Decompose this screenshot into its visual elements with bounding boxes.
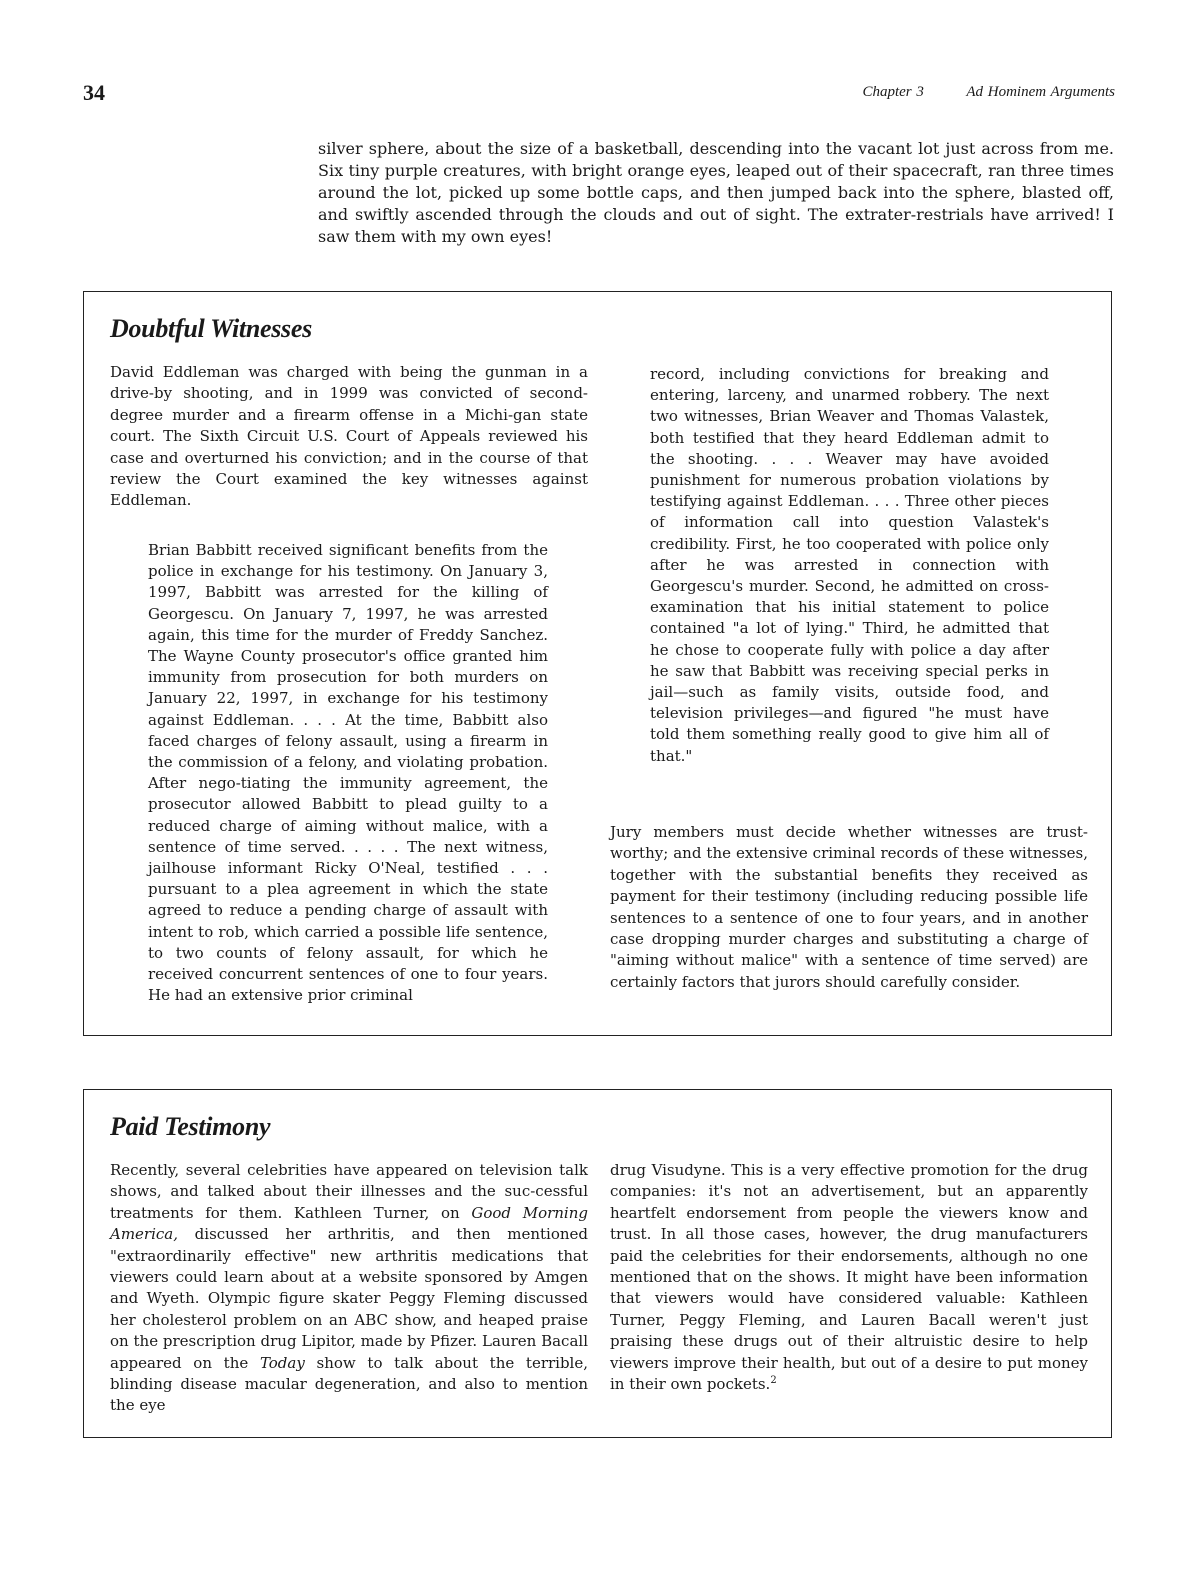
box1-intro-paragraph: David Eddleman was charged with being the gunman in a drive-by shooting, and in 1999 was convicted of second-degree murder and a firearm offense in a Michi-gan state court. The Sixth Circuit U.S. Court of Appeals reviewed his case and overturned his conviction; and in the course of that review the Court examined the key witnesses against Eddleman. (110, 363, 588, 510)
text-span: show to talk about the terrible, blinding disease macular degeneration, and also to mention the eye (110, 1353, 588, 1415)
quote-paragraph: record, including convictions for breaking and entering, larceny, and unarmed robbery. The next two witnesses, Brian Weaver and Thomas Valastek, both testified that they heard Eddleman admit to the shooting. . . . Weaver may have avoided punishment for numerous probation violations by testifying against Eddleman. . . . Three other pieces of information call into question Valastek's credibility. First, he too cooperated with police only after he was arrested in connection with Georgescu's murder. Second, he admitted on cross-examination that his initial statement to police contained "a lot of lying." Third, he admitted that he chose to cooperate fully with police a day after he saw that Babbitt was receiving special perks in jail—such as family visits, outside food, and television privileges—and figured "he must have told them something really good to give him all of that." (650, 365, 1049, 765)
text-span: discussed her arthritis, and then mentioned "extraordinarily effective" new arthritis medications that viewers could learn about at a website sponsored by Amgen and Wyeth. Olympic figure skater Peggy Fleming discussed her cholesterol problem on an ABC show, and heaped praise on the prescription drug Lipitor, made by Pfizer. Lauren Bacall appeared on the (110, 1225, 588, 1372)
running-head (862, 84, 1115, 101)
box2-left-paragraph (110, 1160, 588, 1417)
box-title: Doubtful Witnesses (110, 314, 312, 343)
text-span: drug Visudyne. This is a very effective promotion for the drug companies: it's not an advertisement, but an apparently heartfelt endorsement from people the viewers know and trust. In all those cases, however, the drug manufacturers paid the celebrities for their endorsements, although no one mentioned that on the shows. It might have been information that viewers would have considered valuable: Kathleen Turner, Peggy Fleming, and Lauren Bacall weren't just praising these drugs out of their altruistic desire to help viewers improve their health, but out of a desire to put money in their own pockets. (610, 1161, 1088, 1394)
running-head-title: Ad Hominem Arguments (966, 84, 1115, 100)
box2-left-column (110, 1160, 588, 1417)
paid-testimony-box (83, 1089, 1112, 1438)
show-title: Today (259, 1353, 305, 1372)
footnote-ref: 2 (770, 1375, 777, 1387)
page-number: 34 (83, 80, 105, 105)
box1-intro (110, 362, 588, 512)
running-head-chapter: Chapter 3 (862, 84, 924, 100)
intro-paragraph: silver sphere, about the size of a basketball, descending into the vacant lot just across from me. Six tiny purple creatures, with bright orange eyes, leaped out of their spacecraft, ran three times around the lot, picked up some bottle caps, and then jumped back into the sphere, blasted off, and swiftly ascended through the clouds and out of sight. The extrater-restrials have arrived! I saw them with my own eyes! (318, 139, 1114, 246)
box1-quote-part2 (650, 364, 1049, 767)
box2-right-paragraph (610, 1160, 1088, 1395)
box-title: Paid Testimony (110, 1112, 271, 1141)
box2-right-column (610, 1160, 1088, 1395)
doubtful-witnesses-box (83, 291, 1112, 1036)
box1-quote-part1 (148, 540, 548, 1006)
quote-paragraph: Brian Babbitt received significant benefits from the police in exchange for his testimony. On January 3, 1997, Babbitt was arrested for the killing of Georgescu. On January 7, 1997, he was arrested again, this time for the murder of Freddy Sanchez. The Wayne County prosecutor's office granted him immunity from prosecution for both murders on January 22, 1997, in exchange for his testimony against Eddleman. . . . At the time, Babbitt also faced charges of felony assault, using a firearm in the commission of a felony, and violating probation. After nego-tiating the immunity agreement, the prosecutor allowed Babbitt to plead guilty to a reduced charge of aiming without malice, with a sentence of time served. . . . . The next witness, jailhouse informant Ricky O'Neal, testified . . . pursuant to a plea agreement in which the state agreed to reduce a pending charge of assault with intent to rob, which carried a possible life sentence, to two counts of felony assault, for which he received concurrent sentences of one to four years. He had an extensive prior criminal (148, 541, 548, 1005)
intro-quote (318, 138, 1114, 248)
text-span: Recently, several celebrities have appeared on television talk shows, and talked about their illnesses and the suc-cessful treatments for them. Kathleen Turner, on (110, 1161, 588, 1222)
show-title: Good Morning America, (110, 1203, 588, 1244)
box1-conclusion (610, 822, 1088, 993)
conclusion-paragraph: Jury members must decide whether witnesses are trust-worthy; and the extensive criminal records of these witnesses, together with the substantial benefits they received as payment for their testimony (including reducing possible life sentences to a sentence of one to four years, and in another case dropping murder charges and substituting a charge of "aiming without malice" with a sentence of time served) are certainly factors that jurors should carefully consider. (610, 823, 1088, 991)
